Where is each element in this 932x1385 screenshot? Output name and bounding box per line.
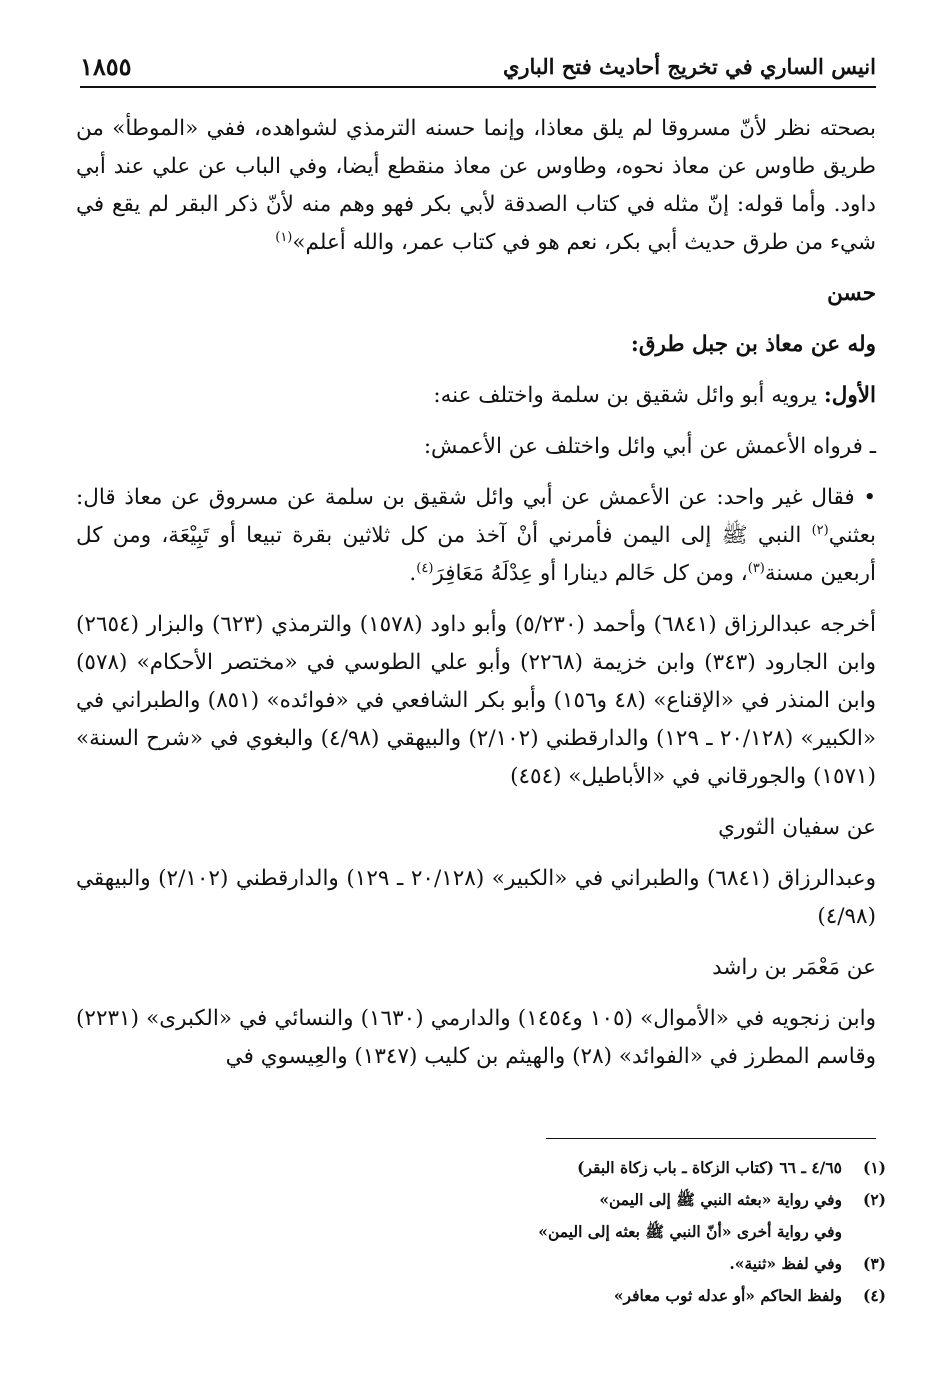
dash-line: ـ فرواه الأعمش عن أبي وائل واختلف عن الأعمش: <box>423 434 876 459</box>
main-text <box>76 110 876 1076</box>
running-title: انيس الساري في تخريج أحاديث فتح الباري <box>502 54 876 79</box>
bullet-hadith <box>76 479 876 593</box>
narrator-line-1: عن سفيان الثوري <box>718 815 876 840</box>
footnote-text: ولفظ الحاكم «أو عدله ثوب معافر» <box>613 1286 842 1305</box>
footnote-ref-4: (٤) <box>416 560 434 576</box>
footnote-text: وفي رواية أخرى «أنّ النبي ﷺ بعثه إلى اليمن» <box>538 1222 842 1241</box>
footnote-ref-1: (١) <box>275 229 293 245</box>
takhrij-paragraph-3: وابن زنجويه في «الأموال» (١٠٥ و١٤٥٤) والدارمي (١٦٣٠) والنسائي في «الكبرى» (٢٢٣١) وقاسم المطرز في «الفوائد» (٢٨) والهيثم بن كليب (١٣٤٧) والعِيسوي في <box>76 1006 876 1069</box>
narrator-line-2: عن مَعْمَر بن راشد <box>712 955 876 980</box>
footnote-ref-2: (٢) <box>811 522 829 538</box>
paragraph-intro <box>76 110 876 262</box>
footnote-3 <box>200 1248 886 1280</box>
footnote-divider <box>546 1138 876 1139</box>
footnote-text: وفي رواية «بعثه النبي ﷺ إلى اليمن» <box>599 1190 842 1209</box>
takhrij-paragraph-1: أخرجه عبدالرزاق (٦٨٤١) وأحمد (٥/٢٣٠) وأبو داود (١٥٧٨) والترمذي (٦٢٣) والبزار (٢٦٥٤) وابن الجارود (٣٤٣) وابن خزيمة (٢٢٦٨) وأبو علي الطوسي في «مختصر الأحكام» (٥٧٨) وابن المنذر في «الإقناع» (٤٨ و١٥٦) وأبو بكر الشافعي في «فوائده» (٨٥١) والطبراني في «الكبير» (٢٠/١٢٨ ـ ١٢٩) والدارقطني (٢/١٠٢) والبيهقي (٤/٩٨) والبغوي في «شرح السنة» (١٥٧١) والجورقاني في «الأباطيل» (٤٥٤) <box>76 612 877 789</box>
first-route <box>76 377 876 415</box>
bullet-text-c: ، ومن كل حَالم دينارا أو عِدْلَهُ مَعَافِرَ <box>433 561 748 586</box>
page-header <box>80 48 876 88</box>
takhrij-paragraph-2: وعبدالرزاق (٦٨٤١) والطبراني في «الكبير» (٢٠/١٢٨ ـ ١٢٩) والدارقطني (٢/١٠٢) والبيهقي (٤/٩٨) <box>76 866 876 929</box>
footnote-4 <box>200 1280 886 1312</box>
bullet-text-d: . <box>409 561 417 586</box>
footnote-text: وفي لفظ «ثنية». <box>729 1254 842 1273</box>
footnote-1 <box>200 1152 886 1184</box>
bullet-text-a: • فقال غير واحد: عن الأعمش عن أبي وائل شقيق بن سلمة عن مسروق عن معاذ قال: بعثني <box>76 485 876 548</box>
footnote-ref-3: (٣) <box>747 560 765 576</box>
footnote-number: (١) <box>862 1158 886 1177</box>
footnote-2 <box>200 1184 886 1216</box>
page-number: ١٨٥٥ <box>80 52 132 81</box>
first-route-text: يرويه أبو وائل شقيق بن سلمة واختلف عنه: <box>433 383 824 408</box>
routes-heading: وله عن معاذ بن جبل طرق: <box>630 332 876 357</box>
footnotes <box>200 1152 886 1312</box>
paragraph-intro-text: بصحته نظر لأنّ مسروقا لم يلق معاذا، وإنما حسنه الترمذي لشواهده، ففي «الموطأ» من طريق طاوس عن معاذ نحوه، وطاوس عن معاذ منقطع أيضا، وفي الباب عن علي عند أبي داود. وأما قوله: إنّ مثله في كتاب الصدقة لأبي بكر فهو وهم منه لأنّ ذكر البقر لم يقع في شيء من طرق حديث أبي بكر، نعم هو في كتاب عمر، والله أعلم» <box>76 116 876 255</box>
first-route-label: الأول: <box>823 383 876 408</box>
footnote-text: ٤/٦٥ ـ ٦٦ (كتاب الزكاة ـ باب زكاة البقر) <box>577 1158 842 1177</box>
footnote-number: (٣) <box>862 1254 886 1273</box>
hadith-grade: حسن <box>827 281 876 306</box>
footnote-number: (٤) <box>862 1286 886 1305</box>
footnote-number: (٢) <box>862 1190 886 1209</box>
bullet-text-b: النبي ﷺ إلى اليمن فأمرني أنْ آخذ من كل ثلاثين بقرة تبيعا أو تَبِيْعَة، ومن كل أربعين مسنة <box>76 523 876 586</box>
footnote-2-continued <box>200 1216 886 1248</box>
